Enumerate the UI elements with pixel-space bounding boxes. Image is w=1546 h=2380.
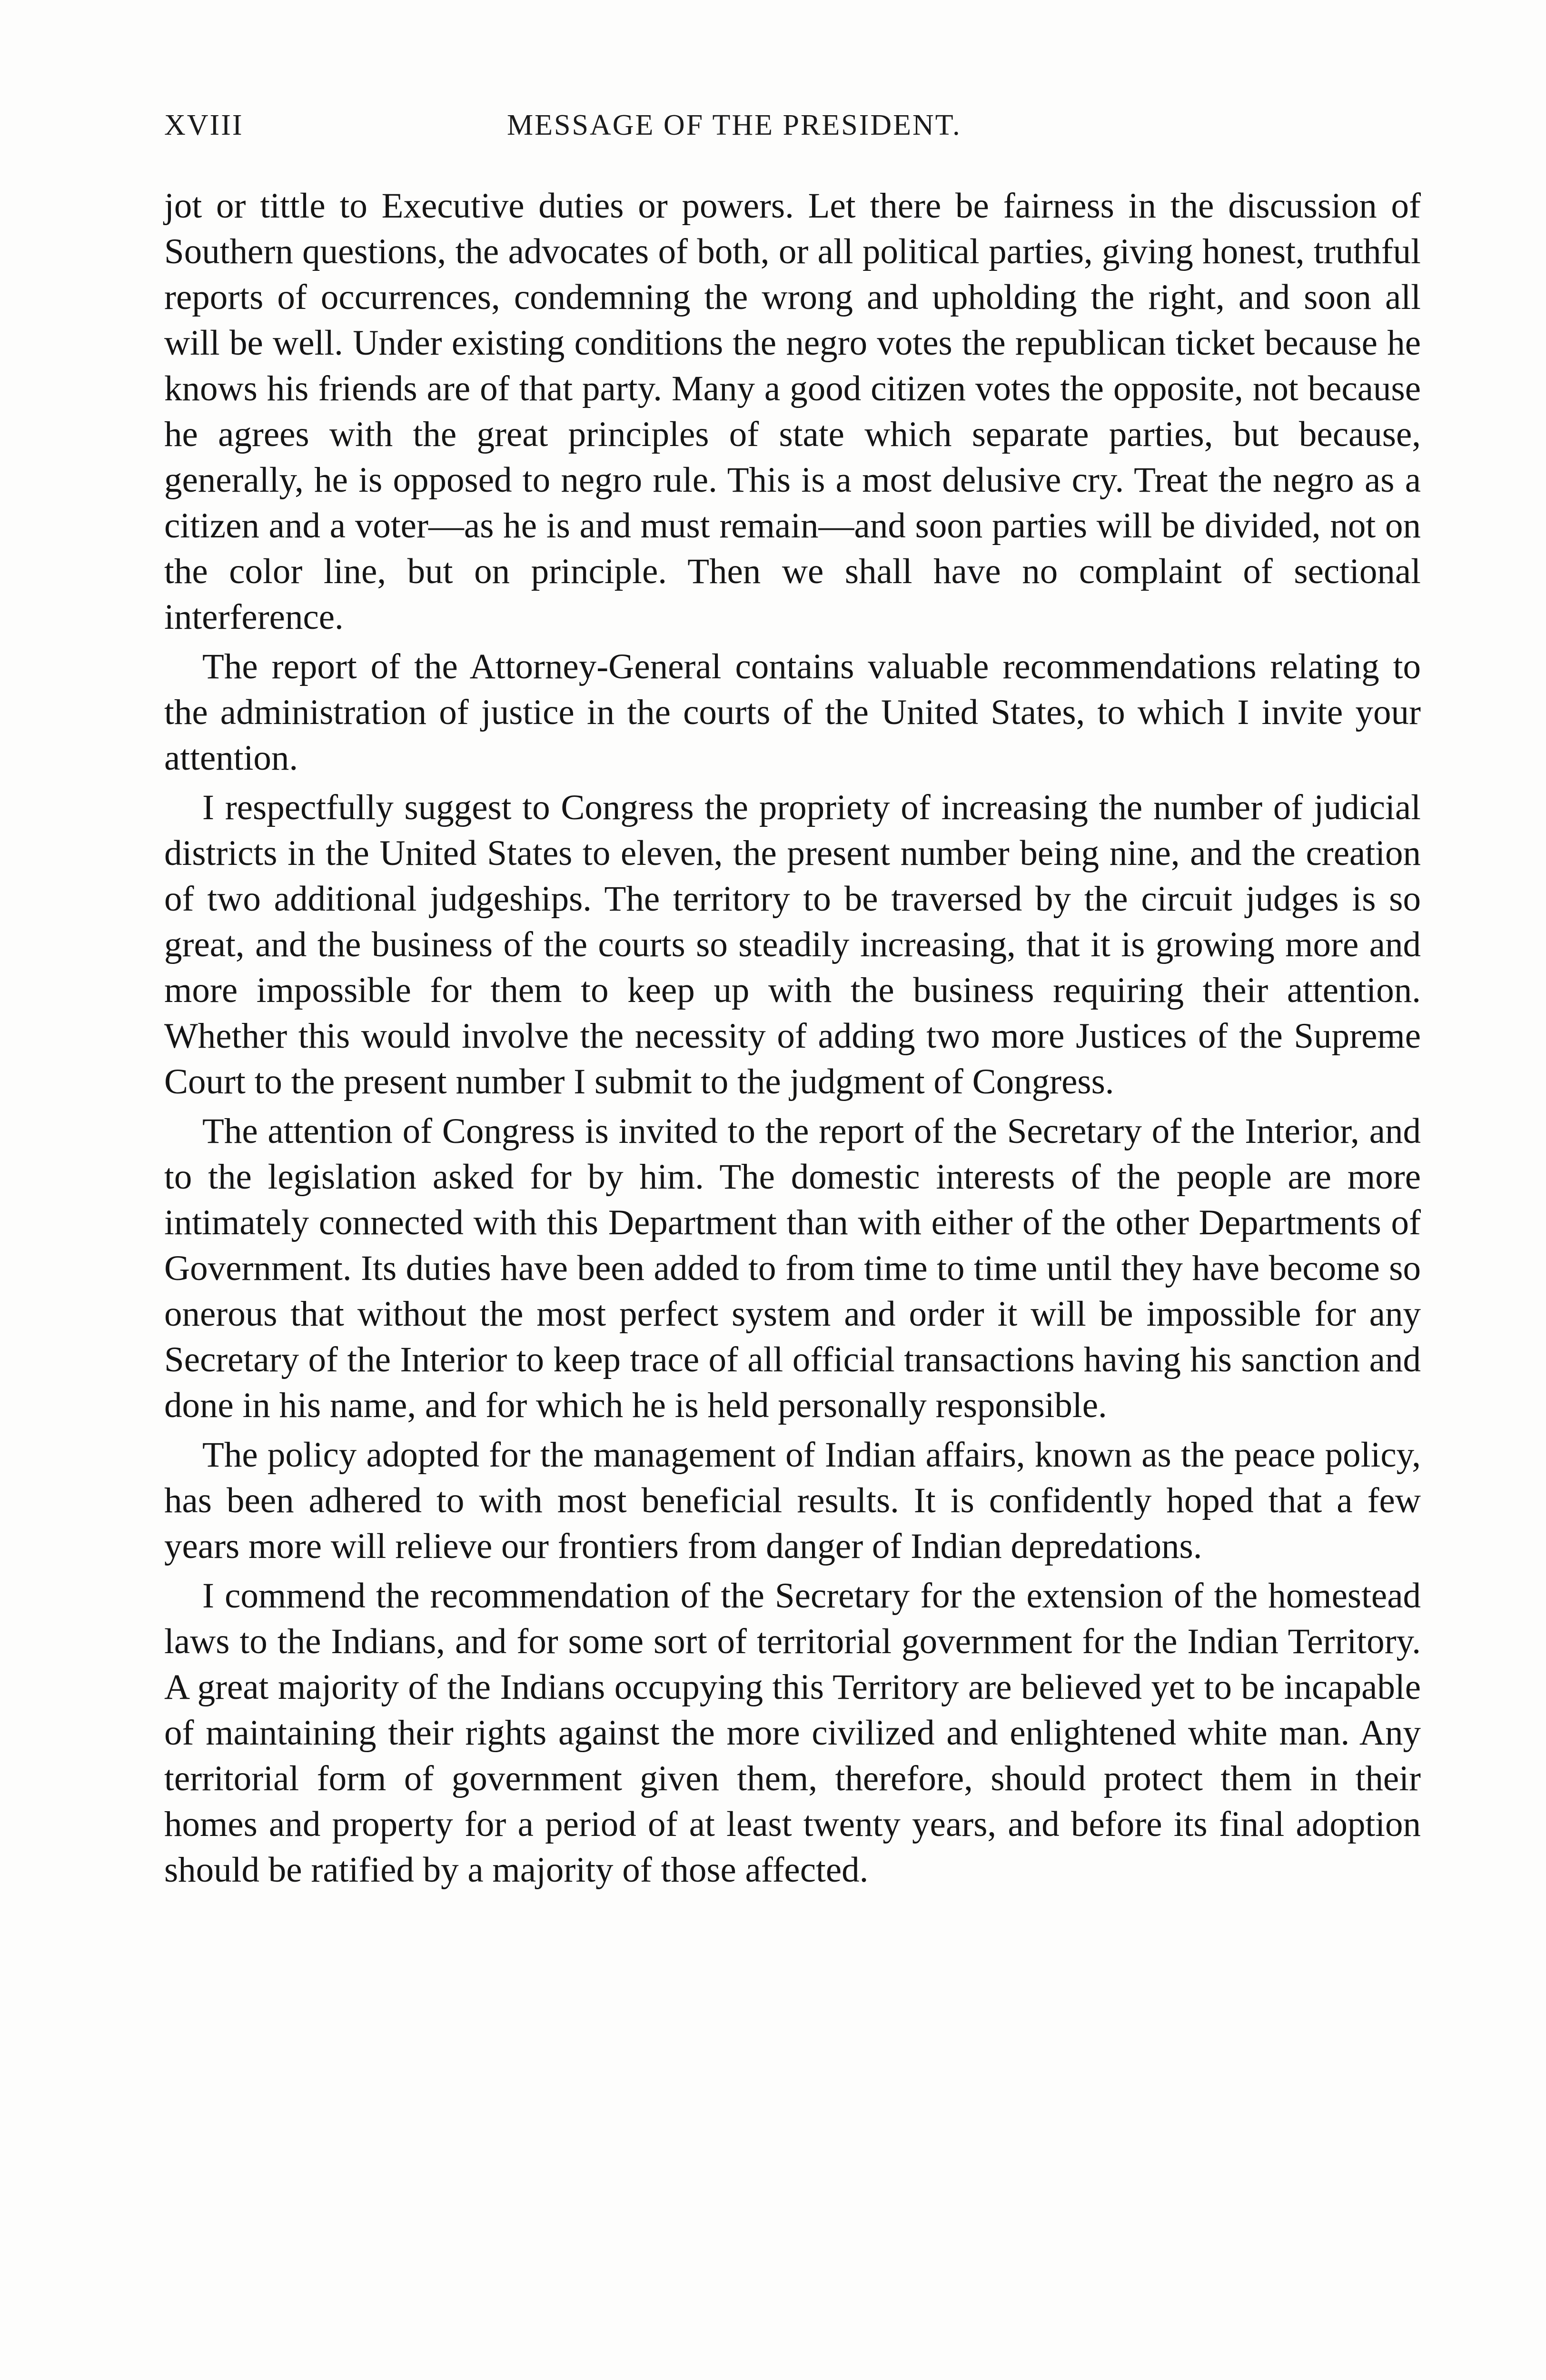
paragraph-judicial-districts: I respectfully suggest to Congress the propriety of increasing the number of judicial districts in the United States to eleven, the present number being nine, and the creation of two additional judgeships. The territory to be traversed by the circuit judges is so great, and the business of the courts so steadily increasing, that it is growing more and more impossible for them to keep up with the business requiring their attention. Whether this would involve the necessity of adding two more Justices of the Supreme Court to the present number I submit to the judgment of Congress. [164, 788, 1421, 1101]
paragraph-secretary-interior: The attention of Congress is invited to the report of the Secretary of the Interior, and to the legislation asked for by him. The domestic interests of the people are more intimately connected with this Department than with either of the other Departments of Government. Its duties have been added to from time to time until they have become so onerous that without the most perfect system and order it will be impossible for any Secretary of the Interior to keep trace of all official transactions having his sanction and done in his name, and for which he is held personally responsible. [164, 1111, 1421, 1425]
paragraph-indian-policy: The policy adopted for the management of Indian affairs, known as the peace policy, has been adhered to with most beneficial results. It is confidently hoped that a few years more will relieve our frontiers from danger of Indian depredations. [164, 1435, 1421, 1566]
paragraph-attorney-general: The report of the Attorney-General contains valuable recommendations relating to the administration of justice in the courts of the United States, to which I invite your attention. [164, 647, 1421, 778]
running-title: MESSAGE OF THE PRESIDENT. [507, 109, 961, 141]
body-text [164, 183, 1421, 1893]
page-header [164, 109, 1421, 161]
paragraph-continued: jot or tittle to Executive duties or powers. Let there be fairness in the discussion of Southern questions, the advocates of both, or all political parties, giving honest, truthful reports of occurrences, condemning the wrong and upholding the right, and soon all will be well. Under existing conditions the negro votes the republican ticket because he knows his friends are of that party. Many a good citizen votes the opposite, not because he agrees with the great principles of state which separate parties, but because, generally, he is opposed to negro rule. This is a most delusive cry. Treat the negro as a citizen and a voter—as he is and must remain—and soon parties will be divided, not on the color line, but on principle. Then we shall have no complaint of sectional interference. [164, 186, 1421, 637]
page-number: XVIII [164, 109, 244, 141]
paragraph-homestead-laws: I commend the recommendation of the Secretary for the extension of the homestead laws to the Indians, and for some sort of territorial government for the Indian Territory. A great majority of the Indians occupying this Territory are believed yet to be incapable of maintaining their rights against the more civilized and enlightened white man. Any territorial form of government given them, therefore, should protect them in their homes and property for a period of at least twenty years, and before its final adoption should be ratified by a majority of those affected. [164, 1576, 1421, 1890]
